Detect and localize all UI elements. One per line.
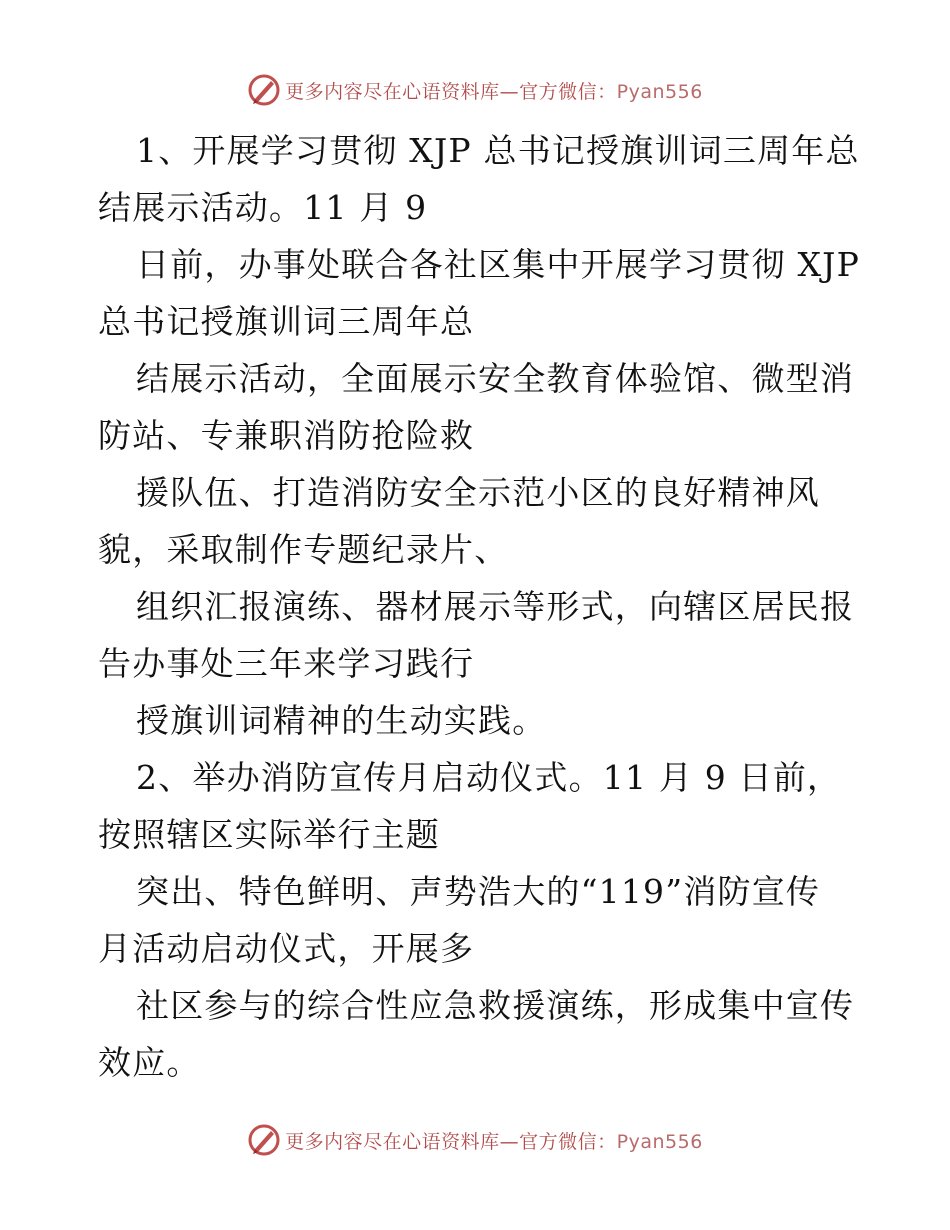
paragraph: 授旗训词精神的生动实践。 (136, 701, 547, 740)
pen-logo-icon (247, 1123, 281, 1157)
banner-text: 更多内容尽在心语资料库—官方微信：Pyan556 (285, 80, 703, 103)
header-banner (0, 70, 950, 110)
pen-logo-icon (247, 73, 281, 107)
wechat-id: Pyan556 (616, 1130, 703, 1153)
paragraph: 1、开展学习贯彻 XJP 总书记授旗训词三周年总 结展示活动。11 月 9 (98, 131, 860, 227)
paragraph: 2、举办消防宣传月启动仪式。11 月 9 日前， 按照辖区实际举行主题 (98, 758, 842, 854)
wechat-id: Pyan556 (616, 80, 703, 103)
footer-banner (0, 1120, 950, 1160)
banner-text: 更多内容尽在心语资料库—官方微信：Pyan556 (285, 1130, 703, 1153)
paragraph: 结展示活动，全面展示安全教育体验馆、微型消 防站、专兼职消防抢险救 (98, 359, 855, 455)
paragraph: 组织汇报演练、器材展示等形式，向辖区居民报 告办事处三年来学习践行 (98, 587, 855, 683)
paragraph: 社区参与的综合性应急救援演练，形成集中宣传 效应。 (98, 986, 855, 1082)
paragraph: 突出、特色鲜明、声势浩大的“119”消防宣传 月活动启动仪式，开展多 (98, 872, 821, 968)
paragraph: 日前，办事处联合各社区集中开展学习贯彻 XJP 总书记授旗训词三周年总 (98, 245, 861, 341)
document-body (98, 122, 861, 1091)
paragraph: 援队伍、打造消防安全示范小区的良好精神风 貌，采取制作专题纪录片、 (98, 473, 820, 569)
